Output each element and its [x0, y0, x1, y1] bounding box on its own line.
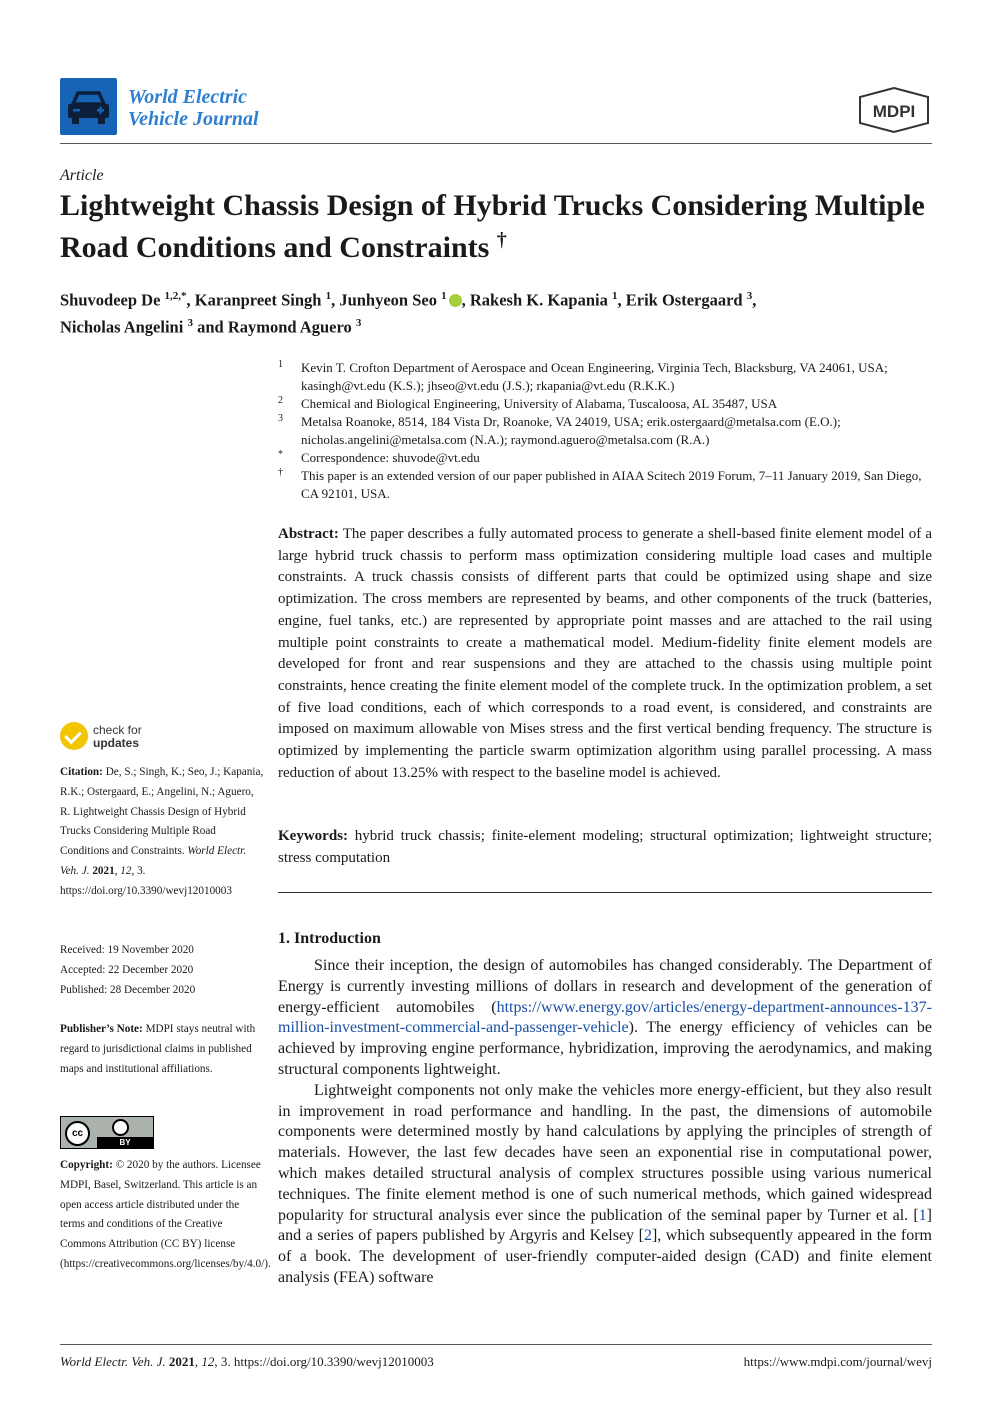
abstract	[278, 524, 932, 784]
author-name: Raymond Aguero	[227, 317, 352, 336]
footer-volume: 12	[201, 1354, 215, 1369]
journal-name-line1: World Electric	[128, 86, 248, 108]
paragraph	[278, 956, 932, 1081]
header-divider	[60, 143, 932, 144]
publisher-note-label: Publisher’s Note:	[60, 1023, 143, 1035]
check-for-updates-button[interactable]	[60, 722, 180, 754]
citation-journal: World Electr. Veh. J.	[60, 845, 247, 877]
author-affil-mark: 3	[355, 316, 362, 329]
footer-journal-url[interactable]: https://www.mdpi.com/journal/wevj	[743, 1354, 932, 1369]
footer-doi: , 3. https://doi.org/10.3390/wevj12010003	[214, 1354, 434, 1369]
attribution-icon	[112, 1119, 129, 1136]
author-separator: ,	[752, 290, 757, 310]
published-date: Published: 28 December 2020	[60, 983, 196, 996]
footer-citation: World Electr. Veh. J. 2021, 12, 3. https://doi.org/10.3390/wevj12010003	[60, 1354, 434, 1369]
citation-text: De, S.; Singh, K.; Seo, J.; Kapania, R.K.; Ostergaard, E.; Angelini, N.; Aguero, R. Lightweight Chassis Design of Hybrid Trucks Considering Multiple Road Conditions and Constraints.	[60, 766, 264, 858]
paragraph-text: ] and a series of papers published by Argyris and Kelsey [	[278, 1206, 932, 1245]
check-updates-label	[93, 724, 142, 750]
paragraph-text: Lightweight components not only make the vehicles more energy-efficient, but they also result in improvement in road performance and handling. In the past, the dimensions of automobile components were determined mostly by hand calculations by applying the principles of strength of materials. However, the last few decades have seen an exponential rise in computational power, which makes detailed structural analysis of complex structures possible using various numerical techniques. The finite element method is one of such numerical methods, which gained widespread popularity for structural analysis ever since the publication of the seminal paper by Turner et al. [	[278, 1081, 932, 1224]
publisher-note-text: MDPI stays neutral with regard to jurisdictional claims in published maps and institutional affiliations.	[60, 1023, 256, 1075]
check-updates-line2: updates	[93, 736, 140, 750]
citation-year: 2021	[92, 864, 115, 877]
author-separator: ,	[186, 290, 195, 310]
dates-block	[60, 941, 265, 1000]
mdpi-logo-text: MDPI	[872, 102, 916, 121]
affiliation-text: Kevin T. Crofton Department of Aerospace and Ocean Engineering, Virginia Tech, Blacksburg, VA 24061, USA; kasingh@vt.edu (K.S.); jhseo@vt.edu (J.S.); rkapania@vt.edu (R.K.K.)	[301, 360, 888, 393]
author-separator: and	[192, 317, 228, 336]
abstract-text: The paper describes a fully automated process to generate a shell-based finite element model of a large hybrid truck chassis to perform mass optimization considering multiple load cases and multiple constraints. A truck chassis consists of different parts that could be optimized using shape and size optimization. The cross members are represented by beams, and other components of the truck (batteries, engine, fuel tanks, etc.) are represented by appropriate point masses and are attached to the rail using multiple point constraints to create a mathematical model. Medium-fidelity finite element models are developed for front and rear suspensions and they are attached to the chassis using multiple point constraints, hence creating the finite element model of the complete truck. In the optimization problem, a set of five load conditions, each of which corresponds to a road event, is considered, and constraints are imposed on maximum allowable von Mises stress and the first vertical bending frequency. The structure is optimized by implementing the particle swarm optimization algorithm using parallel processing. A mass reduction of about 13.25% with respect to the baseline model is achieved.	[278, 526, 933, 781]
author-affil-mark: 1	[441, 290, 447, 302]
citation-volume: 12	[120, 864, 132, 877]
keywords	[278, 826, 932, 869]
author-affil-mark: 3	[187, 316, 193, 329]
author-list	[60, 285, 932, 338]
journal-name-line2: Vehicle Journal	[128, 108, 259, 130]
check-updates-line1: check for	[93, 723, 142, 737]
affiliation-item	[278, 395, 932, 413]
paragraph	[278, 1081, 932, 1289]
affiliation-item	[278, 467, 932, 503]
author-name: Rakesh K. Kapania	[469, 290, 608, 310]
section-divider	[278, 892, 932, 893]
paragraph-text: Since their inception, the design of automobiles has changed considerably. The Department of Energy is currently investing millions of dollars in research and development of the generation of energy-efficient automobiles (	[278, 957, 932, 1016]
by-label: BY	[97, 1137, 153, 1148]
paragraph-text: ], which subsequently appeared in the form of a book. The development of user-friendly computer-aided design (CAD) and finite element analysis (FEA) software	[278, 1227, 932, 1286]
footer-year: 2021	[168, 1354, 195, 1369]
author-separator: ,	[617, 290, 626, 310]
keywords-label: Keywords:	[278, 828, 348, 844]
affiliation-text: Correspondence: shuvode@vt.edu	[301, 450, 480, 465]
affiliation-mark: *	[278, 449, 283, 460]
affiliation-mark: 3	[278, 413, 283, 424]
author-affil-mark: 1	[611, 290, 618, 302]
author-affil-mark: 1,2,*	[164, 290, 187, 302]
affiliation-item	[278, 359, 932, 395]
affiliation-item	[278, 413, 932, 449]
author-name: Shuvodeep De	[60, 290, 161, 310]
author-separator: ,	[331, 290, 340, 310]
checkmark-icon	[60, 722, 88, 750]
cc-by-license-badge[interactable]	[60, 1116, 154, 1149]
citation-block: Citation: De, S.; Singh, K.; Seo, J.; Kapania, R.K.; Ostergaard, E.; Angelini, N.; Aguero, R. Lightweight Chassis Design of Hybrid Trucks Considering Multiple Road Conditions and Constraints. World Electr. Veh. J. 2021, 12, 3. https://doi.org/10.3390/wevj12010003	[60, 766, 264, 897]
abstract-label: Abstract:	[278, 526, 339, 542]
author-separator: ,	[461, 290, 470, 310]
title-text: Lightweight Chassis Design of Hybrid Trucks Considering Multiple Road Conditions and Constraints	[60, 189, 925, 264]
page-title	[60, 188, 932, 265]
journal-logo	[60, 78, 117, 135]
title-mark: †	[496, 229, 507, 251]
received-date: Received: 19 November 2020	[60, 944, 194, 956]
author-name: Junhyeon Seo	[339, 290, 437, 310]
author-name: Karanpreet Singh	[194, 290, 322, 310]
affiliation-text: Chemical and Biological Engineering, University of Alabama, Tuscaloosa, AL 35487, USA	[301, 396, 778, 411]
accepted-date: Accepted: 22 December 2020	[60, 963, 194, 976]
affiliation-item	[278, 449, 932, 467]
car-icon	[60, 78, 117, 135]
affiliation-text: This paper is an extended version of our paper published in AIAA Scitech 2019 Forum, 7–11 January 2019, San Diego, CA 92101, USA.	[301, 468, 922, 501]
author-name: Nicholas Angelini	[60, 317, 184, 336]
copyright-label: Copyright:	[60, 1159, 113, 1171]
author-name: Erik Ostergaard	[625, 290, 743, 310]
citation-label: Citation:	[60, 766, 103, 778]
orcid-icon[interactable]	[449, 294, 462, 307]
reference-link-2[interactable]: 2	[643, 1227, 652, 1245]
energy-gov-link[interactable]: https://www.energy.gov/articles/energy-department-announces-137-million-investment-commercial-and-passenger-vehicle	[278, 998, 932, 1037]
affiliation-mark: †	[278, 467, 283, 478]
footer-journal: World Electr. Veh. J.	[60, 1354, 166, 1369]
affiliation-text: Metalsa Roanoke, 8514, 184 Vista Dr, Roanoke, VA 24019, USA; erik.ostergaard@metalsa.com (E.O.); nicholas.angelini@metalsa.com (N.A.); raymond.aguero@metalsa.com (R.A.)	[301, 414, 841, 447]
footer-divider	[60, 1344, 932, 1345]
reference-link-1[interactable]: 1	[918, 1206, 927, 1224]
copyright-block	[60, 1156, 271, 1275]
author-affil-mark: 1	[325, 290, 332, 302]
keywords-text: hybrid truck chassis; finite-element modeling; structural optimization; lightweight structure; stress computation	[278, 828, 932, 866]
article-type: Article	[60, 167, 104, 184]
copyright-text: © 2020 by the authors. Licensee MDPI, Basel, Switzerland. This article is an open access article distributed under the terms and conditions of the Creative Commons Attribution (CC BY) license (https://creativecommons.org/licenses/by/4.0/).	[60, 1159, 271, 1270]
author-affil-mark: 3	[746, 290, 753, 302]
section-heading: 1. Introduction	[278, 930, 381, 947]
paragraph-text: ). The energy efficiency of vehicles can be achieved by improving engine performance, hybridization, improving the aerodynamics, and making structural components lightweight.	[278, 1019, 932, 1078]
citation-doi: , 3. https://doi.org/10.3390/wevj12010003	[60, 864, 232, 897]
publisher-note	[60, 1020, 265, 1079]
affiliation-list	[278, 359, 932, 503]
cc-icon: cc	[65, 1121, 90, 1146]
affiliation-mark: 2	[278, 395, 283, 406]
affiliation-mark: 1	[278, 359, 283, 370]
introduction-body	[278, 956, 932, 1289]
mdpi-logo	[856, 86, 932, 134]
journal-name	[128, 86, 259, 130]
